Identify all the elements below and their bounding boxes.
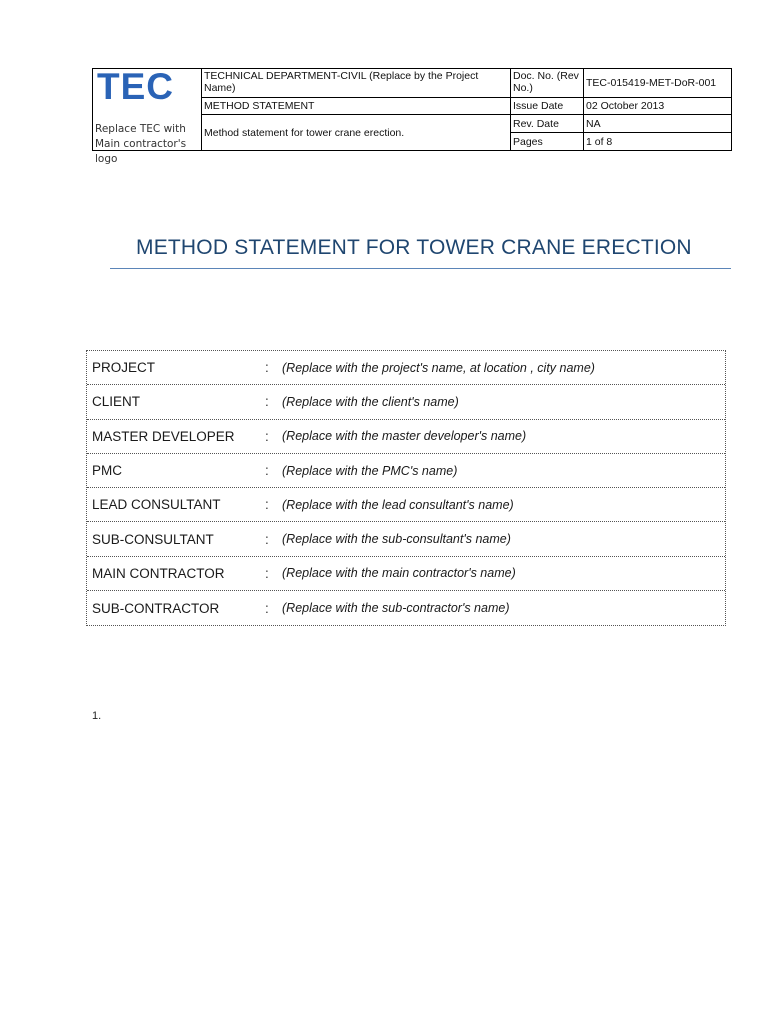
info-label: LEAD CONSULTANT bbox=[92, 497, 221, 513]
info-row-lead-consultant bbox=[87, 488, 725, 522]
info-label: SUB-CONTRACTOR bbox=[92, 600, 220, 616]
info-value: (Replace with the lead consultant's name) bbox=[282, 497, 514, 512]
info-row-main-contractor bbox=[87, 557, 725, 591]
department-cell: TECHNICAL DEPARTMENT-CIVIL (Replace by the Project Name) bbox=[202, 69, 511, 98]
document-title: METHOD STATEMENT FOR TOWER CRANE ERECTION bbox=[136, 236, 692, 259]
info-label: MAIN CONTRACTOR bbox=[92, 565, 225, 581]
info-row-pmc bbox=[87, 454, 725, 488]
info-row-sub-contractor bbox=[87, 591, 725, 625]
title-underline bbox=[110, 268, 731, 269]
info-label: CLIENT bbox=[92, 394, 141, 410]
info-value: (Replace with the client's name) bbox=[282, 394, 459, 409]
issue-date-value: 02 October 2013 bbox=[584, 98, 731, 115]
pages-label: Pages bbox=[511, 133, 584, 150]
info-label: PROJECT bbox=[92, 360, 156, 376]
list-number: 1. bbox=[92, 710, 102, 722]
info-separator: : bbox=[265, 360, 269, 376]
document-header bbox=[92, 66, 732, 165]
pages-value: 1 of 8 bbox=[586, 135, 613, 148]
info-row-sub-consultant bbox=[87, 522, 725, 556]
info-separator: : bbox=[265, 463, 269, 479]
info-label: MASTER DEVELOPER bbox=[92, 428, 235, 444]
doc-type-cell: METHOD STATEMENT bbox=[202, 98, 511, 115]
info-value: (Replace with the project's name, at location , city name) bbox=[282, 360, 595, 375]
info-value: (Replace with the sub-contractor's name) bbox=[282, 601, 510, 616]
info-label: PMC bbox=[92, 463, 122, 479]
info-label: SUB-CONSULTANT bbox=[92, 531, 214, 547]
logo-cell bbox=[93, 66, 202, 165]
info-separator: : bbox=[265, 428, 269, 444]
info-value: (Replace with the PMC's name) bbox=[282, 463, 458, 478]
issue-date-label: Issue Date bbox=[511, 98, 584, 115]
info-separator: : bbox=[265, 394, 269, 410]
info-row-client bbox=[87, 385, 725, 419]
info-value: (Replace with the main contractor's name) bbox=[282, 566, 516, 581]
rev-date-label: Rev. Date bbox=[511, 115, 584, 133]
info-value: (Replace with the sub-consultant's name) bbox=[282, 532, 511, 547]
info-row-master-developer bbox=[87, 420, 725, 454]
company-logo: TEC bbox=[97, 66, 174, 107]
doc-no-value: TEC-015419-MET-DoR-001 bbox=[584, 69, 731, 98]
logo-note: Replace TEC with Main contractor's logo bbox=[95, 123, 187, 165]
rev-date-value: NA bbox=[584, 115, 731, 133]
info-separator: : bbox=[265, 531, 269, 547]
info-separator: : bbox=[265, 600, 269, 616]
info-value: (Replace with the master developer's name) bbox=[282, 429, 527, 444]
info-separator: : bbox=[265, 565, 269, 581]
description-cell: Method statement for tower crane erection. bbox=[202, 115, 511, 150]
doc-no-label: Doc. No. (Rev No.) bbox=[511, 69, 584, 98]
info-separator: : bbox=[265, 497, 269, 513]
project-info-table bbox=[86, 350, 726, 626]
info-row-project bbox=[87, 351, 725, 385]
